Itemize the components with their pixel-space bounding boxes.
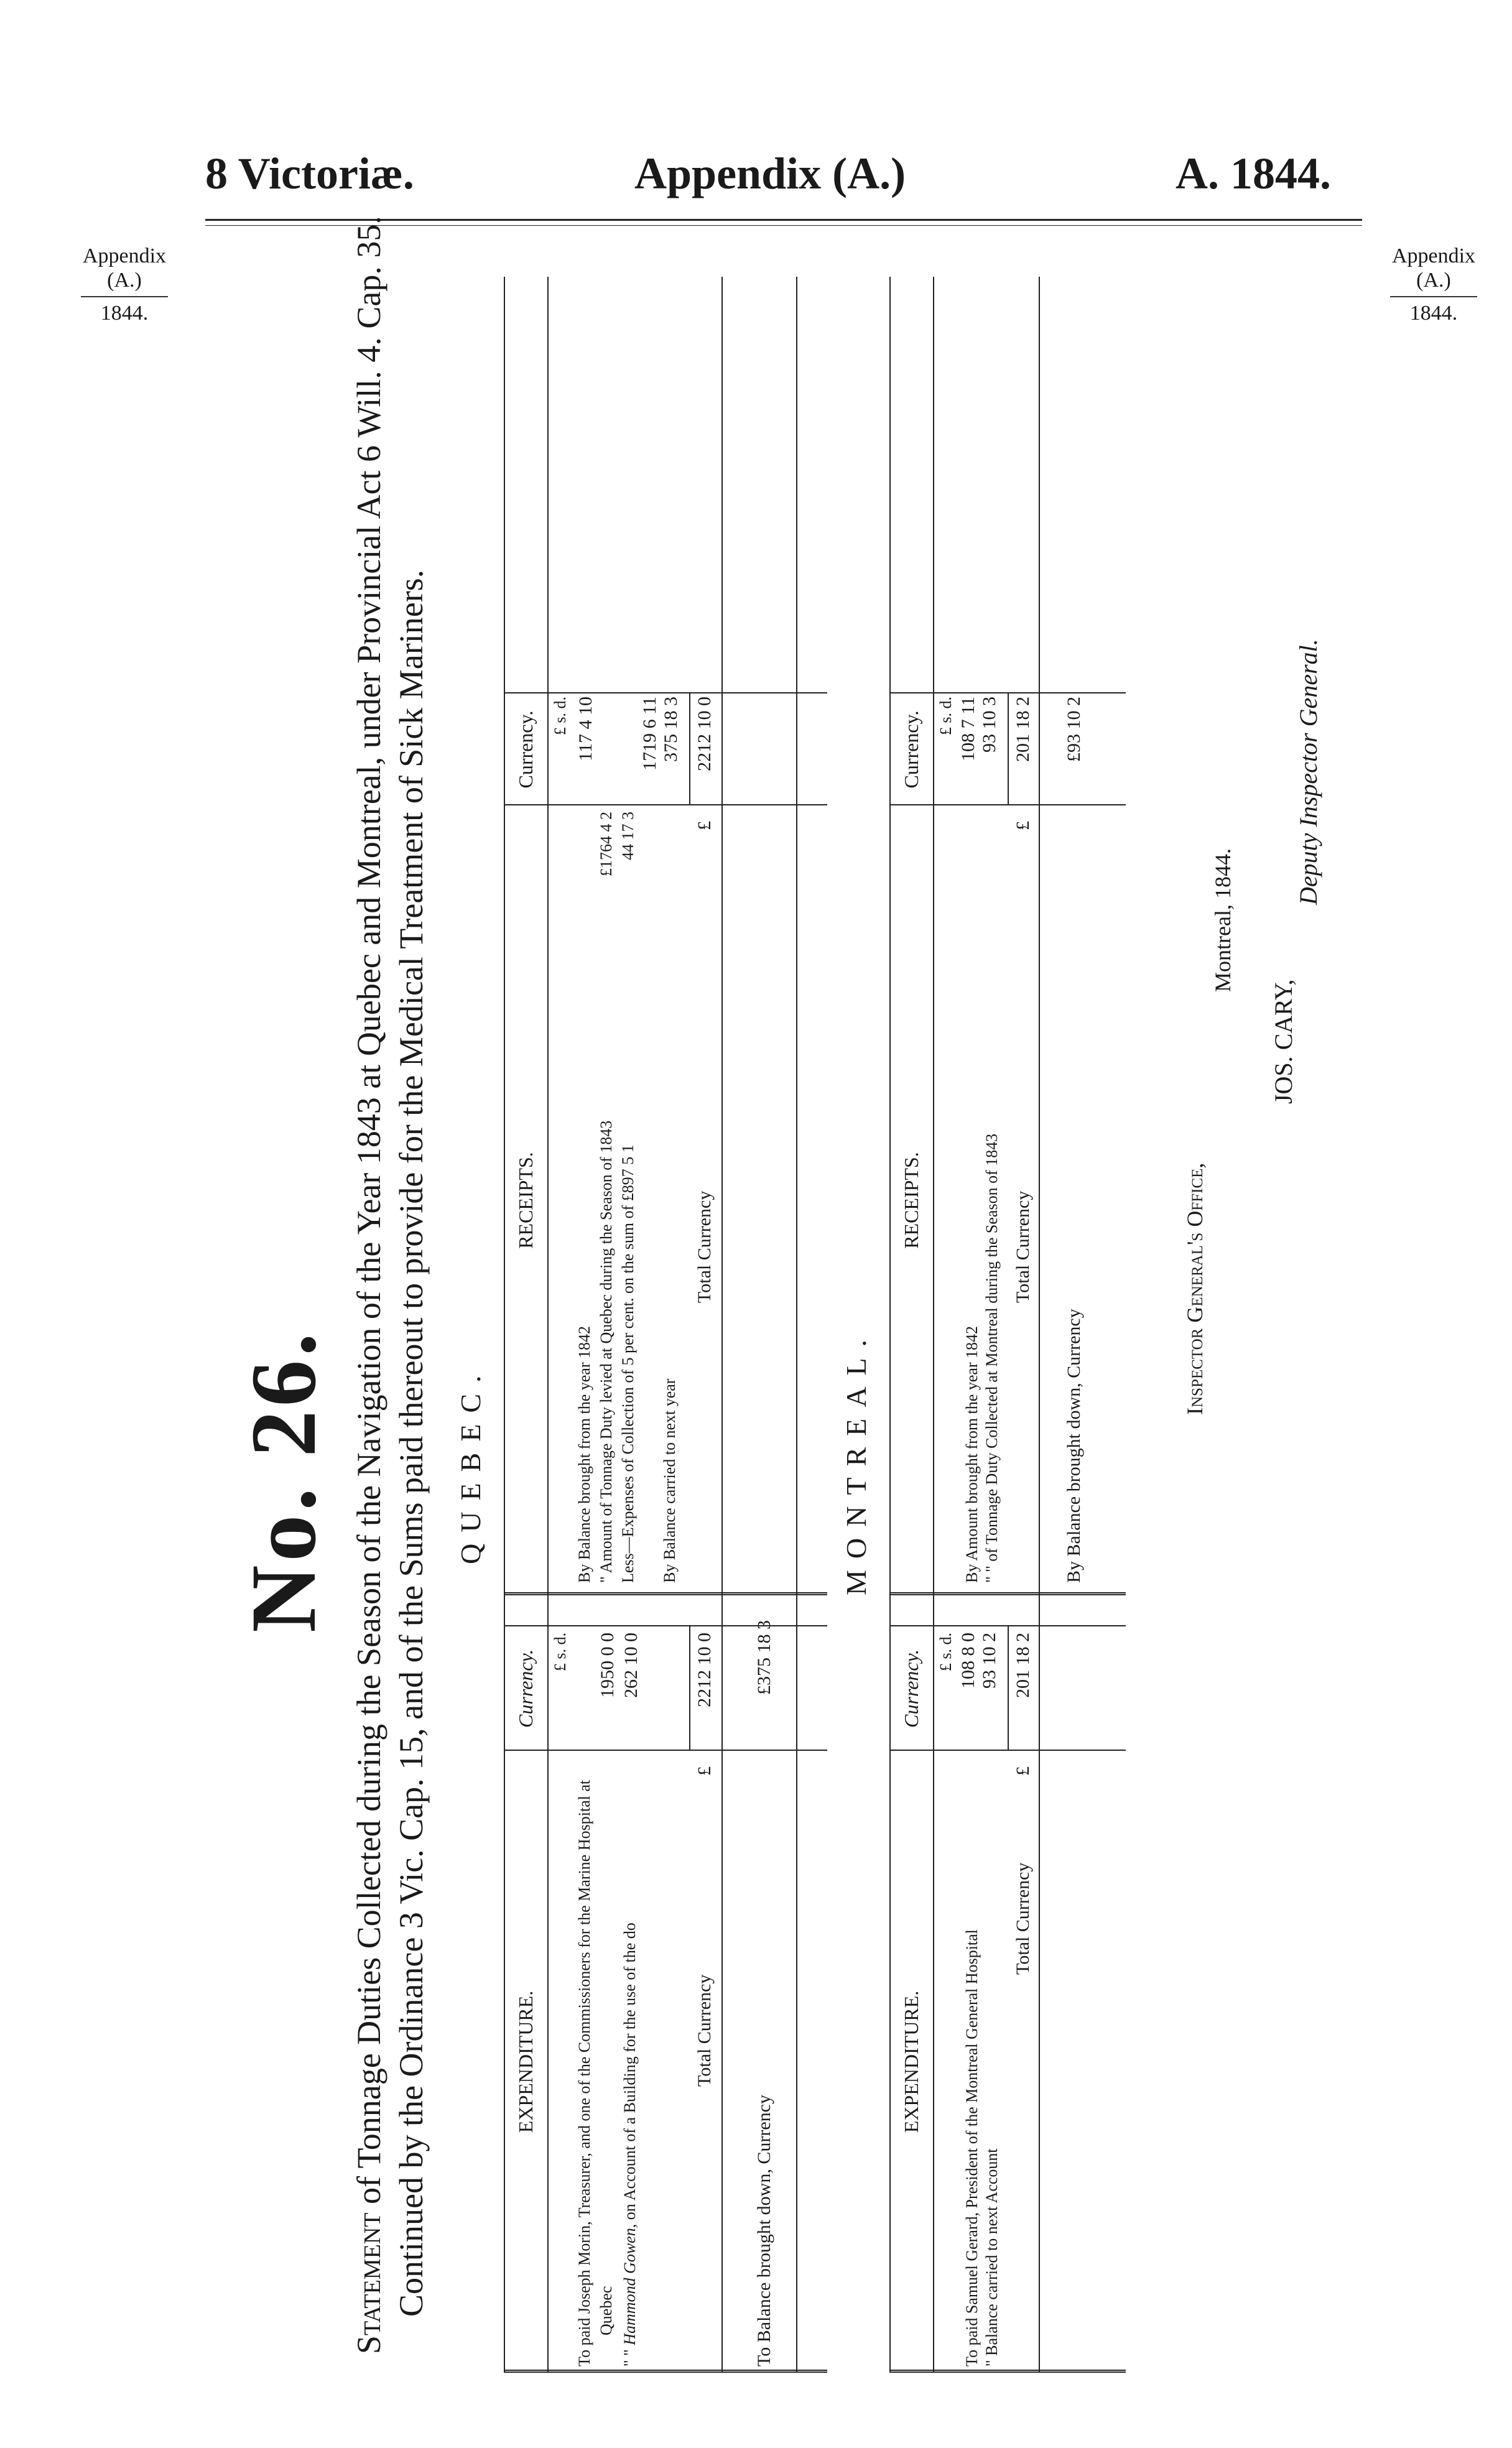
total-rule bbox=[1008, 1626, 1009, 1751]
total-amount: 2212 10 0 bbox=[694, 697, 715, 771]
total-amount: 2212 10 0 bbox=[694, 1633, 715, 1707]
receipt-line: Less—Expenses of Collection of 5 per cent. on the sum of £897 5 1 bbox=[619, 1144, 637, 1583]
total-rule bbox=[689, 693, 690, 805]
receipt-amount: 375 18 3 bbox=[661, 697, 681, 762]
units-label: £ s. d. bbox=[551, 697, 569, 736]
running-head-center: Appendix (A.) bbox=[634, 149, 906, 198]
receipt-subamount: 44 17 3 bbox=[619, 812, 637, 860]
expenditure-line: Quebec bbox=[597, 2286, 615, 2335]
running-head-left: 8 Victoriæ. bbox=[205, 149, 414, 198]
balance-brought-down: By Balance brought down, Currency bbox=[1064, 1309, 1084, 1583]
balance-amount: £93 10 2 bbox=[1064, 697, 1084, 762]
total-rule bbox=[689, 1626, 690, 1751]
ledger-rule bbox=[933, 277, 934, 2373]
expenditure-amount: 93 10 2 bbox=[979, 1633, 999, 1689]
total-rule bbox=[1008, 693, 1009, 805]
receipts-header: RECEIPTS. bbox=[514, 1152, 537, 1249]
ledger-rule bbox=[547, 277, 549, 2373]
expenditure-line: To paid Samuel Gerard, President of the Montreal General Hospital bbox=[963, 1929, 981, 2367]
margin-note-left bbox=[68, 244, 180, 325]
receipt-amount: 117 4 10 bbox=[575, 697, 596, 761]
montreal-ledger bbox=[889, 277, 1126, 2373]
total-amount: 201 18 2 bbox=[1013, 697, 1033, 762]
running-head-right: A. 1844. bbox=[1176, 149, 1331, 198]
total-label: Total Currency bbox=[1013, 1862, 1033, 1975]
total-label: Total Currency bbox=[1013, 1190, 1033, 1303]
ledger-rule bbox=[721, 277, 723, 2373]
currency-header: Currency. bbox=[514, 710, 537, 789]
total-label: Total Currency bbox=[694, 1974, 715, 2087]
margin-sub: (A.) bbox=[107, 269, 142, 292]
ledger-divider bbox=[504, 2370, 827, 2373]
margin-year: 1844. bbox=[1390, 296, 1477, 325]
title-lead-word: Statement bbox=[350, 2212, 387, 2354]
quebec-ledger bbox=[504, 277, 827, 2373]
ditto-mark: " " bbox=[621, 2349, 639, 2367]
payee-name: Hammond Gowen, bbox=[621, 2223, 639, 2345]
payee-detail: on Account of a Building for the use of the do bbox=[621, 1922, 639, 2220]
receipts-header: RECEIPTS. bbox=[900, 1152, 922, 1249]
title-line-2: Continued by the Ordinance 3 Vic. Cap. 15, and of the Sums paid thereout to provide for the Medical Treatment of Sick Mariners. bbox=[392, 569, 430, 2317]
document-number: No. 26. bbox=[232, 1329, 335, 1633]
ledger-divider bbox=[504, 1592, 827, 1595]
expenditure-header: EXPENDITURE. bbox=[900, 1990, 922, 2133]
units-label: £ s. d. bbox=[937, 1633, 955, 1672]
currency-header: Currency. bbox=[514, 1649, 537, 1728]
receipt-amount: 1719 6 11 bbox=[639, 697, 660, 771]
expenditure-amount: 108 8 0 bbox=[958, 1633, 978, 1689]
receipt-line: " Amount of Tonnage Duty levied at Quebec during the Season of 1843 bbox=[597, 1120, 615, 1583]
ledger-rule bbox=[796, 277, 797, 2373]
place-date: Montreal, 1844. bbox=[1210, 848, 1235, 992]
margin-sub: (A.) bbox=[1416, 269, 1451, 292]
receipt-line: By Balance brought from the year 1842 bbox=[575, 1326, 593, 1583]
receipt-line: By Amount brought from the year 1842 bbox=[963, 1325, 981, 1583]
expenditure-line bbox=[621, 1922, 639, 2367]
balance-brought-down: To Balance brought down, Currency bbox=[754, 2095, 774, 2367]
receipt-amount: 93 10 3 bbox=[979, 697, 999, 753]
total-symbol: £ bbox=[694, 821, 715, 830]
total-symbol: £ bbox=[1013, 821, 1033, 830]
units-label: £ s. d. bbox=[937, 697, 955, 736]
balance-amount: £375 18 3 bbox=[754, 1620, 774, 1695]
expenditure-line: To paid Joseph Morin, Treasurer, and one of the Commissioners for the Marine Hospital at bbox=[575, 1779, 593, 2367]
expenditure-amount: 1950 0 0 bbox=[597, 1633, 618, 1698]
montreal-heading: MONTREAL. bbox=[840, 1328, 872, 1595]
margin-label: Appendix bbox=[1391, 244, 1476, 267]
rotated-statement bbox=[232, 216, 1356, 2391]
margin-note-right bbox=[1378, 244, 1490, 325]
receipt-line: " " of Tonnage Duty Collected at Montreal during the Season of 1843 bbox=[983, 1133, 1001, 1583]
ledger-divider bbox=[504, 804, 827, 805]
total-symbol: £ bbox=[694, 1766, 715, 1776]
margin-label: Appendix bbox=[82, 244, 167, 267]
ledger-divider bbox=[504, 1625, 827, 1626]
expenditure-header: EXPENDITURE. bbox=[514, 1990, 537, 2133]
ledger-rule bbox=[1039, 277, 1040, 2373]
total-symbol: £ bbox=[1013, 1766, 1033, 1776]
receipt-line: By Balance carried to next year bbox=[661, 1378, 679, 1583]
office-name: Inspector General's Office, bbox=[1182, 1162, 1207, 1415]
margin-year: 1844. bbox=[81, 296, 168, 325]
receipt-amount: 108 7 11 bbox=[958, 697, 978, 761]
signatory-name: JOS. CARY, bbox=[1269, 979, 1297, 1104]
expenditure-line: " Balance carried to next Account bbox=[983, 2148, 1001, 2367]
receipt-subamount: £1764 4 2 bbox=[597, 812, 615, 876]
expenditure-amount: 262 10 0 bbox=[621, 1633, 641, 1698]
currency-header: Currency. bbox=[900, 710, 922, 789]
quebec-heading: QUEBEC. bbox=[455, 1364, 486, 1564]
ledger-divider bbox=[504, 1750, 827, 1751]
ledger-divider bbox=[504, 692, 827, 693]
units-label: £ s. d. bbox=[551, 1633, 569, 1672]
total-label: Total Currency bbox=[694, 1190, 715, 1303]
title-line-1 bbox=[350, 216, 388, 2354]
signatory-title: Deputy Inspector General. bbox=[1294, 639, 1322, 905]
title-text: of Tonnage Duties Collected during the Season of the Navigation of the Year 1843 at Quebec and Montreal, under Provincial Act 6 Will. 4. Cap. 35. bbox=[350, 216, 387, 2204]
total-amount: 201 18 2 bbox=[1013, 1633, 1033, 1698]
currency-header: Currency. bbox=[900, 1649, 922, 1728]
